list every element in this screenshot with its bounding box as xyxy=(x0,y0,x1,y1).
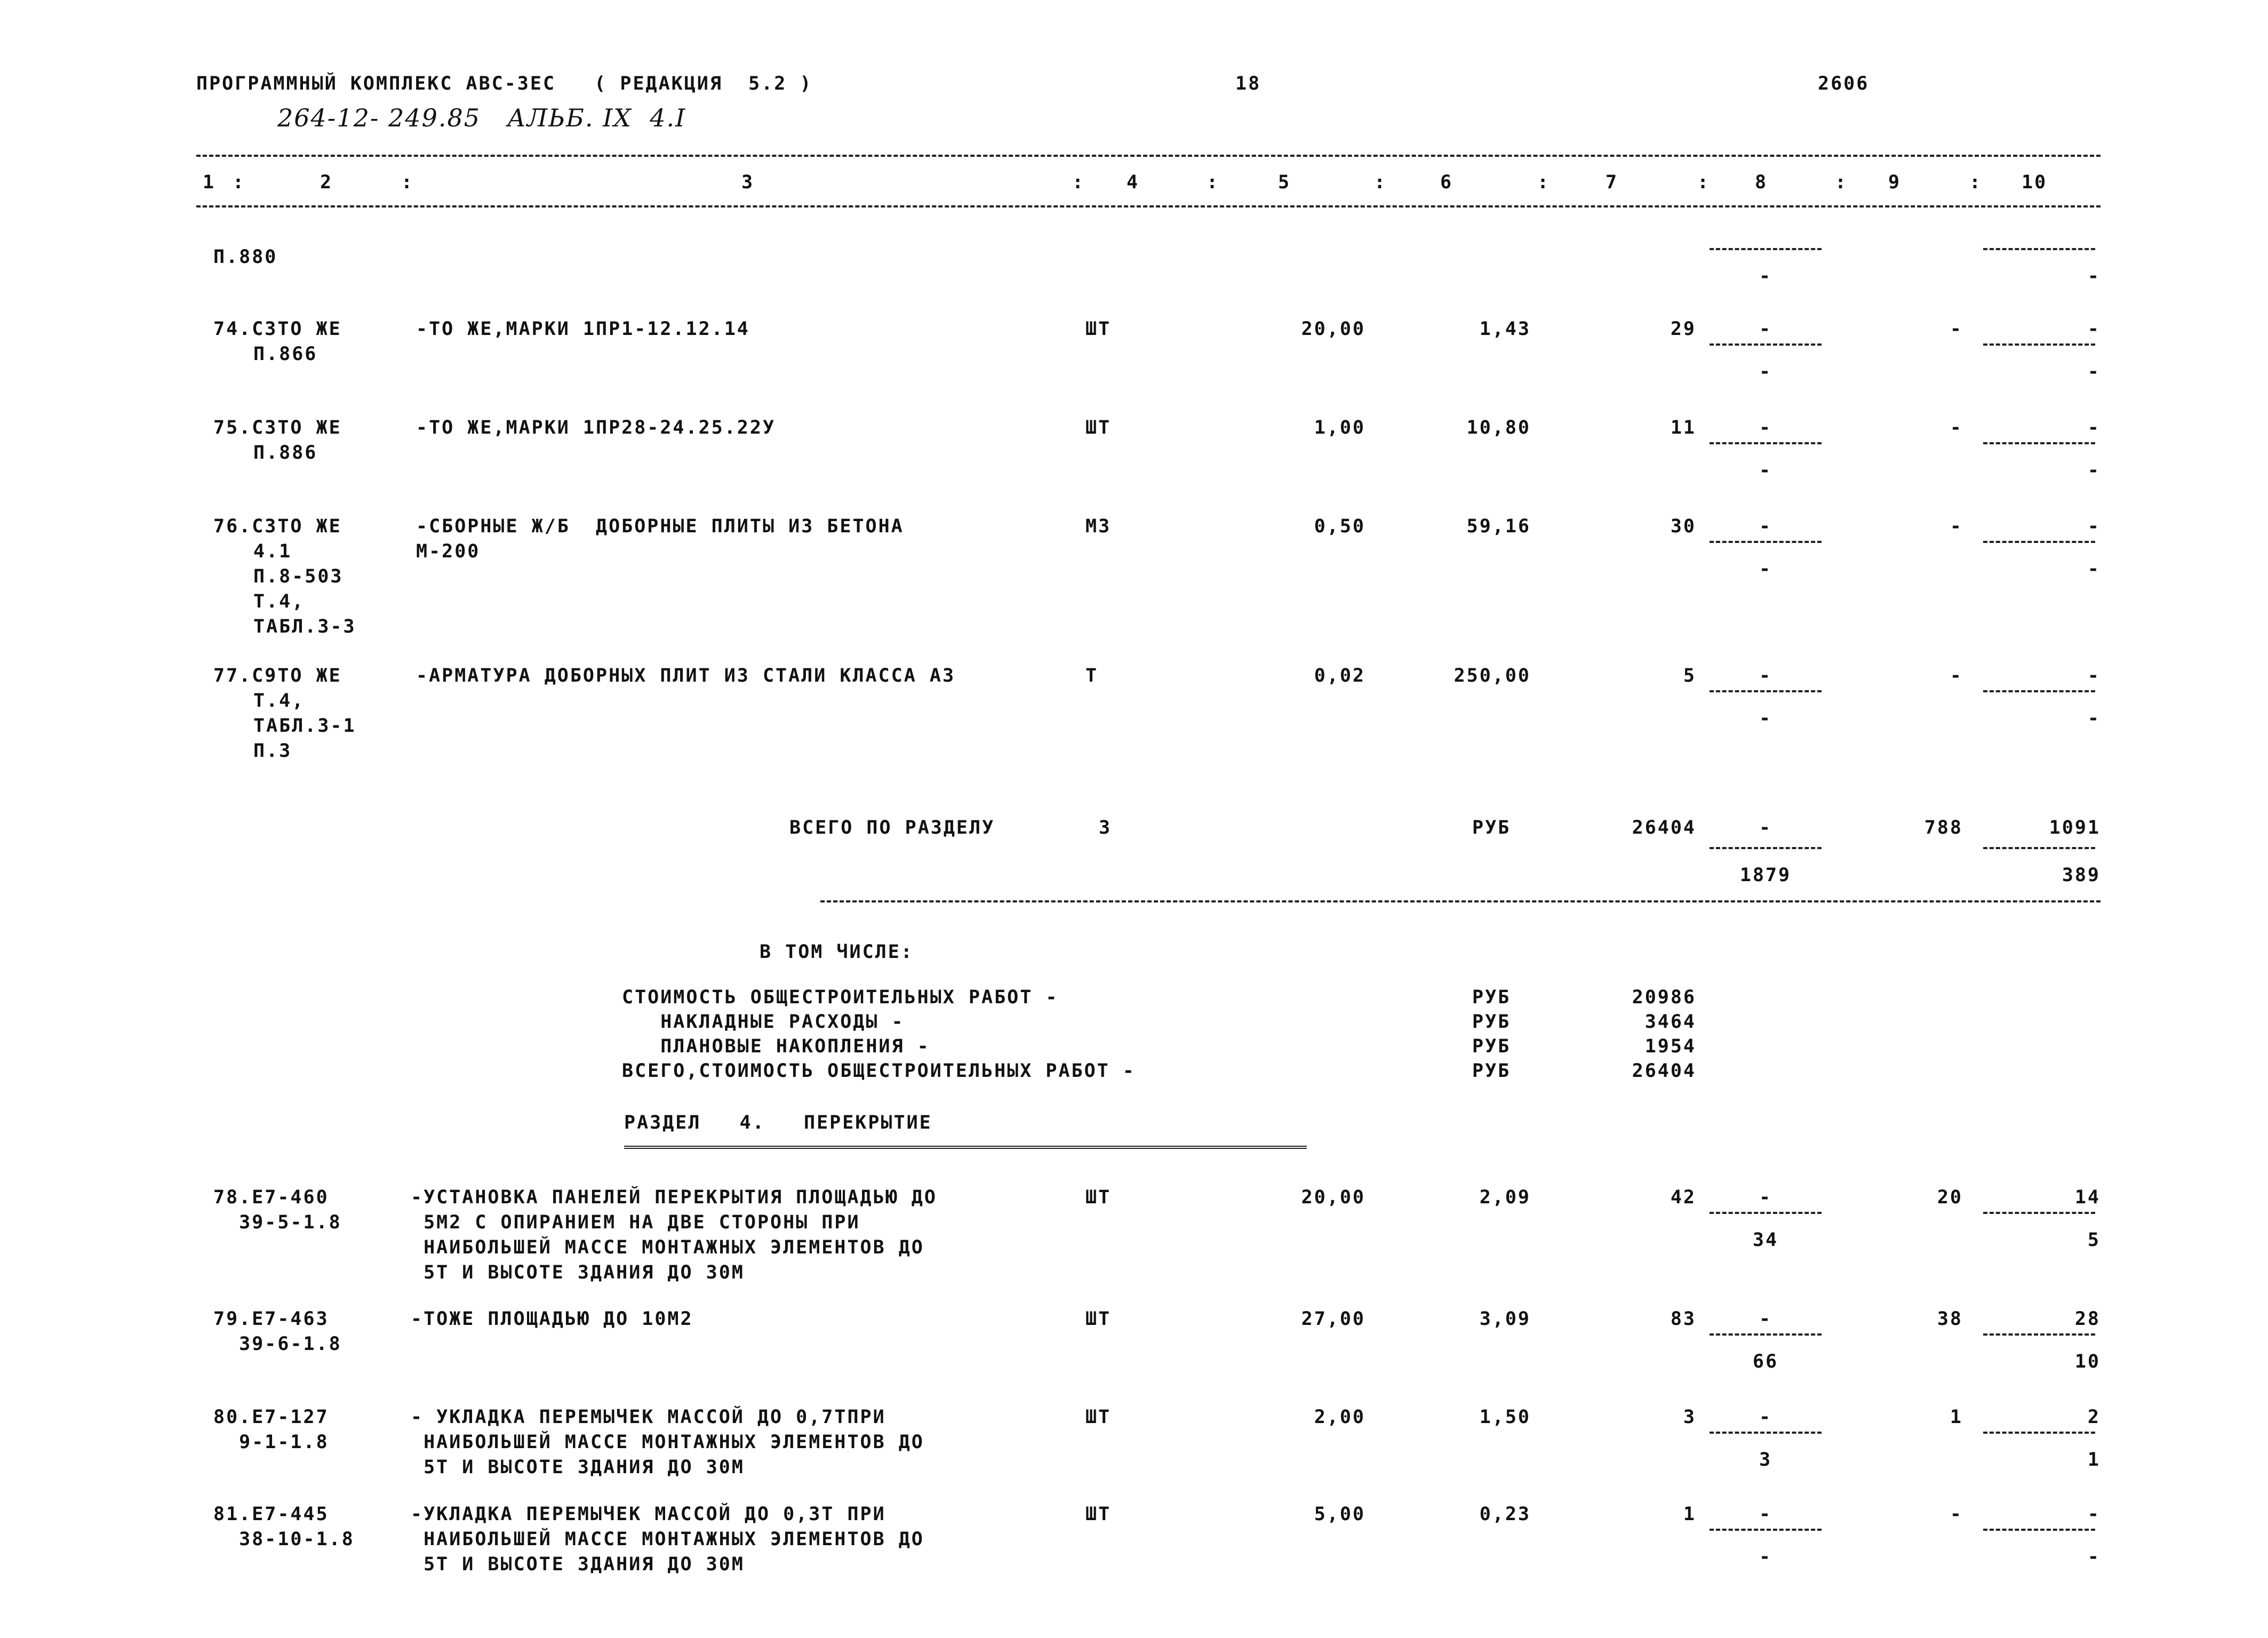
row-code: Т.4, xyxy=(253,591,305,612)
row-col9: - xyxy=(1950,1504,1963,1525)
row-col10: - xyxy=(2087,516,2101,537)
row-col9: 20 xyxy=(1937,1187,1963,1208)
row-col9: - xyxy=(1950,318,1963,340)
breakdown-value: 3464 xyxy=(1644,1011,1696,1033)
row-col10-lower: 1 xyxy=(2087,1449,2101,1471)
breakdown-value: 1954 xyxy=(1644,1036,1696,1057)
document-code: 2606 xyxy=(1818,73,1870,94)
row-col8-lower: - xyxy=(1759,708,1772,729)
row-unit-price: 1,50 xyxy=(1479,1407,1531,1428)
row-description: -ТОЖЕ ПЛОЩАДЬЮ ДО 10М2 xyxy=(411,1308,693,1330)
row-unit-price: 3,09 xyxy=(1479,1308,1531,1330)
row-total: 42 xyxy=(1670,1187,1696,1208)
row-col10-rule xyxy=(1983,442,2095,444)
row-description: -СБОРНЫЕ Ж/Б ДОБОРНЫЕ ПЛИТЫ ИЗ БЕТОНА xyxy=(416,516,904,537)
row-unit-price: 0,23 xyxy=(1479,1504,1531,1525)
column-header-separator: : xyxy=(1207,172,1220,193)
row-code: 75.С3ТО ЖЕ xyxy=(213,417,342,438)
row-unit: ШТ xyxy=(1085,318,1112,340)
row-code: 76.С3ТО ЖЕ xyxy=(213,516,342,537)
section-total-col9: 788 xyxy=(1924,817,1963,838)
section-total-col10-rule xyxy=(1983,847,2095,849)
section-total-col8-lower: 1879 xyxy=(1739,865,1792,886)
row-col8-rule xyxy=(1710,1529,1822,1531)
row-col10: - xyxy=(2087,318,2101,340)
row-col10-rule xyxy=(1983,248,2095,250)
column-header-3: 3 xyxy=(741,172,755,193)
row-col10-lower: - xyxy=(2087,1546,2101,1568)
row-col9: 38 xyxy=(1937,1308,1963,1330)
row-col10: 2 xyxy=(2087,1407,2101,1428)
row-code: 38-10-1.8 xyxy=(213,1529,355,1550)
row-code: 79.Е7-463 xyxy=(213,1308,329,1330)
row-unit-price: 250,00 xyxy=(1454,665,1531,686)
row-code: П.880 xyxy=(213,246,278,268)
row-col8-lower: - xyxy=(1759,558,1772,580)
row-col10-rule xyxy=(1983,1529,2095,1531)
section-title-underline xyxy=(624,1146,1307,1149)
row-code: 4.1 xyxy=(253,541,292,562)
row-quantity: 0,02 xyxy=(1314,665,1365,686)
row-code: 78.Е7-460 xyxy=(213,1187,329,1208)
row-code: ТАБЛ.3-1 xyxy=(253,715,356,737)
section-total-value: 26404 xyxy=(1632,817,1696,838)
breakdown-heading: В ТОМ ЧИСЛЕ: xyxy=(760,941,914,963)
row-col10-lower: - xyxy=(2087,266,2101,287)
column-header-1: 1 xyxy=(203,172,216,193)
column-header-2: 2 xyxy=(320,172,333,193)
row-quantity: 27,00 xyxy=(1301,1308,1365,1330)
row-col8-lower: - xyxy=(1759,460,1772,481)
row-unit: Т xyxy=(1085,665,1099,686)
row-description: НАИБОЛЬШЕЙ МАССЕ МОНТАЖНЫХ ЭЛЕМЕНТОВ ДО xyxy=(411,1432,924,1453)
column-header-separator: : xyxy=(1537,172,1551,193)
row-col9: - xyxy=(1950,665,1963,686)
breakdown-unit: РУБ xyxy=(1472,1011,1511,1033)
row-unit: М3 xyxy=(1085,516,1112,537)
row-unit: ШТ xyxy=(1085,417,1112,438)
row-col10-lower: 10 xyxy=(2074,1351,2101,1372)
row-code: 74.С3ТО ЖЕ xyxy=(213,318,342,340)
row-code: ТАБЛ.3-3 xyxy=(253,616,356,637)
row-description: -УКЛАДКА ПЕРЕМЫЧЕК МАССОЙ ДО 0,3Т ПРИ xyxy=(411,1504,886,1525)
row-description: 5Т И ВЫСОТЕ ЗДАНИЯ ДО 30М xyxy=(411,1554,745,1575)
row-unit: ШТ xyxy=(1085,1308,1112,1330)
section-total-col8: - xyxy=(1759,817,1772,838)
row-code: П.3 xyxy=(253,740,292,762)
column-header-10: 10 xyxy=(2022,172,2048,193)
row-total: 30 xyxy=(1670,516,1696,537)
row-code: 39-5-1.8 xyxy=(213,1212,342,1233)
row-col8-lower: 34 xyxy=(1752,1229,1779,1251)
section-total-col10: 1091 xyxy=(2049,817,2101,838)
row-col10: - xyxy=(2087,665,2101,686)
section-total-label: ВСЕГО ПО РАЗДЕЛУ xyxy=(789,817,995,838)
row-col8: - xyxy=(1759,665,1772,686)
row-unit: ШТ xyxy=(1085,1504,1112,1525)
row-description: -ТО ЖЕ,МАРКИ 1ПР1-12.12.14 xyxy=(416,318,750,340)
column-header-9: 9 xyxy=(1888,172,1902,193)
row-code: 81.Е7-445 xyxy=(213,1504,329,1525)
breakdown-unit: РУБ xyxy=(1472,987,1511,1008)
breakdown-label: НАКЛАДНЫЕ РАСХОДЫ - xyxy=(622,1011,905,1033)
row-description: -УСТАНОВКА ПАНЕЛЕЙ ПЕРЕКРЫТИЯ ПЛОЩАДЬЮ ДО xyxy=(411,1187,937,1208)
section-title: РАЗДЕЛ 4. ПЕРЕКРЫТИЕ xyxy=(624,1112,932,1133)
row-code: 77.С9ТО ЖЕ xyxy=(213,665,342,686)
row-col9: 1 xyxy=(1950,1407,1963,1428)
column-header-6: 6 xyxy=(1440,172,1454,193)
header-rule-top xyxy=(196,155,2101,157)
row-col10-lower: - xyxy=(2087,361,2101,382)
row-col10-rule xyxy=(1983,541,2095,543)
row-col10-lower: - xyxy=(2087,558,2101,580)
column-header-separator: : xyxy=(1969,172,1983,193)
column-header-8: 8 xyxy=(1755,172,1768,193)
row-quantity: 2,00 xyxy=(1314,1407,1365,1428)
row-quantity: 0,50 xyxy=(1314,516,1365,537)
breakdown-label: СТОИМОСТЬ ОБЩЕСТРОИТЕЛЬНЫХ РАБОТ - xyxy=(622,987,1059,1008)
row-col10-rule xyxy=(1983,1212,2095,1214)
row-col8-rule xyxy=(1710,343,1822,346)
column-header-separator: : xyxy=(401,172,414,193)
row-col8-rule xyxy=(1710,1333,1822,1336)
row-col9: - xyxy=(1950,516,1963,537)
row-col8-rule xyxy=(1710,442,1822,444)
row-unit-price: 59,16 xyxy=(1466,516,1531,537)
column-header-separator: : xyxy=(233,172,246,193)
row-col8-lower: - xyxy=(1759,1546,1772,1568)
row-col10: 28 xyxy=(2074,1308,2101,1330)
header-rule-bottom xyxy=(196,205,2101,207)
section-total-rule xyxy=(820,900,2101,902)
row-code: П.886 xyxy=(253,442,318,464)
row-description: -ТО ЖЕ,МАРКИ 1ПР28-24.25.22У xyxy=(416,417,776,438)
column-header-4: 4 xyxy=(1127,172,1140,193)
row-col10: 14 xyxy=(2074,1187,2101,1208)
row-total: 11 xyxy=(1670,417,1696,438)
row-quantity: 20,00 xyxy=(1301,318,1365,340)
row-col8: - xyxy=(1759,1187,1772,1208)
row-code: Т.4, xyxy=(253,690,305,712)
row-unit-price: 1,43 xyxy=(1479,318,1531,340)
row-unit-price: 10,80 xyxy=(1466,417,1531,438)
row-description: 5Т И ВЫСОТЕ ЗДАНИЯ ДО 30М xyxy=(411,1457,745,1478)
row-description: НАИБОЛЬШЕЙ МАССЕ МОНТАЖНЫХ ЭЛЕМЕНТОВ ДО xyxy=(411,1529,924,1550)
row-col10-rule xyxy=(1983,343,2095,346)
row-col10-rule xyxy=(1983,690,2095,692)
row-description: 5М2 С ОПИРАНИЕМ НА ДВЕ СТОРОНЫ ПРИ xyxy=(411,1212,860,1233)
program-title: ПРОГРАММНЫЙ КОМПЛЕКС АВС-3ЕС ( РЕДАКЦИЯ 5.2 ) xyxy=(196,73,813,94)
breakdown-value: 20986 xyxy=(1632,987,1696,1008)
row-col10: - xyxy=(2087,417,2101,438)
row-total: 3 xyxy=(1683,1407,1696,1428)
row-col8: - xyxy=(1759,1504,1772,1525)
column-header-separator: : xyxy=(1835,172,1848,193)
row-quantity: 5,00 xyxy=(1314,1504,1365,1525)
row-col10-lower: 5 xyxy=(2087,1229,2101,1251)
section-total-col10-lower: 389 xyxy=(2062,865,2101,886)
column-header-separator: : xyxy=(1072,172,1085,193)
row-col8-rule xyxy=(1710,1432,1822,1434)
row-code: 9-1-1.8 xyxy=(213,1432,329,1453)
row-col10-lower: - xyxy=(2087,708,2101,729)
column-header-5: 5 xyxy=(1278,172,1291,193)
row-col9: - xyxy=(1950,417,1963,438)
section-total-number: 3 xyxy=(1099,817,1112,838)
row-col8: - xyxy=(1759,318,1772,340)
handwritten-reference: 264-12- 249.85 АЛЬБ. IX 4.I xyxy=(277,103,686,132)
row-unit: ШТ xyxy=(1085,1407,1112,1428)
row-total: 1 xyxy=(1683,1504,1696,1525)
page-number: 18 xyxy=(1235,73,1261,94)
section-total-col8-rule xyxy=(1710,847,1822,849)
row-code: П.866 xyxy=(253,343,318,365)
row-unit-price: 2,09 xyxy=(1479,1187,1531,1208)
breakdown-unit: РУБ xyxy=(1472,1060,1511,1082)
row-description: - УКЛАДКА ПЕРЕМЫЧЕК МАССОЙ ДО 0,7ТПРИ xyxy=(411,1407,886,1428)
column-header-separator: : xyxy=(1374,172,1387,193)
row-col8-lower: - xyxy=(1759,361,1772,382)
row-col8: - xyxy=(1759,516,1772,537)
breakdown-unit: РУБ xyxy=(1472,1036,1511,1057)
row-col8-rule xyxy=(1710,541,1822,543)
row-col10-rule xyxy=(1983,1333,2095,1336)
row-col8-lower: 3 xyxy=(1759,1449,1772,1471)
row-col10-rule xyxy=(1983,1432,2095,1434)
row-total: 29 xyxy=(1670,318,1696,340)
breakdown-value: 26404 xyxy=(1632,1060,1696,1082)
row-description: -АРМАТУРА ДОБОРНЫХ ПЛИТ ИЗ СТАЛИ КЛАССА А3 xyxy=(416,665,956,686)
row-quantity: 20,00 xyxy=(1301,1187,1365,1208)
row-col10: - xyxy=(2087,1504,2101,1525)
row-total: 5 xyxy=(1683,665,1696,686)
row-col8: - xyxy=(1759,1407,1772,1428)
row-code: 80.Е7-127 xyxy=(213,1407,329,1428)
row-description: 5Т И ВЫСОТЕ ЗДАНИЯ ДО 30М xyxy=(411,1262,745,1283)
row-col8-rule xyxy=(1710,248,1822,250)
section-total-unit: РУБ xyxy=(1472,817,1511,838)
row-quantity: 1,00 xyxy=(1314,417,1365,438)
row-total: 83 xyxy=(1670,1308,1696,1330)
row-col8: - xyxy=(1759,417,1772,438)
row-description: НАИБОЛЬШЕЙ МАССЕ МОНТАЖНЫХ ЭЛЕМЕНТОВ ДО xyxy=(411,1237,924,1258)
row-col8: - xyxy=(1759,1308,1772,1330)
row-col10-lower: - xyxy=(2087,460,2101,481)
row-code: П.8-503 xyxy=(253,566,344,587)
row-col8-lower: - xyxy=(1759,266,1772,287)
column-header-separator: : xyxy=(1697,172,1711,193)
column-header-7: 7 xyxy=(1606,172,1619,193)
breakdown-label: ВСЕГО,СТОИМОСТЬ ОБЩЕСТРОИТЕЛЬНЫХ РАБОТ - xyxy=(622,1060,1136,1082)
row-description: М-200 xyxy=(416,541,481,562)
breakdown-label: ПЛАНОВЫЕ НАКОПЛЕНИЯ - xyxy=(622,1036,930,1057)
row-unit: ШТ xyxy=(1085,1187,1112,1208)
row-col8-lower: 66 xyxy=(1752,1351,1779,1372)
row-col8-rule xyxy=(1710,690,1822,692)
row-code: 39-6-1.8 xyxy=(213,1333,342,1355)
row-col8-rule xyxy=(1710,1212,1822,1214)
